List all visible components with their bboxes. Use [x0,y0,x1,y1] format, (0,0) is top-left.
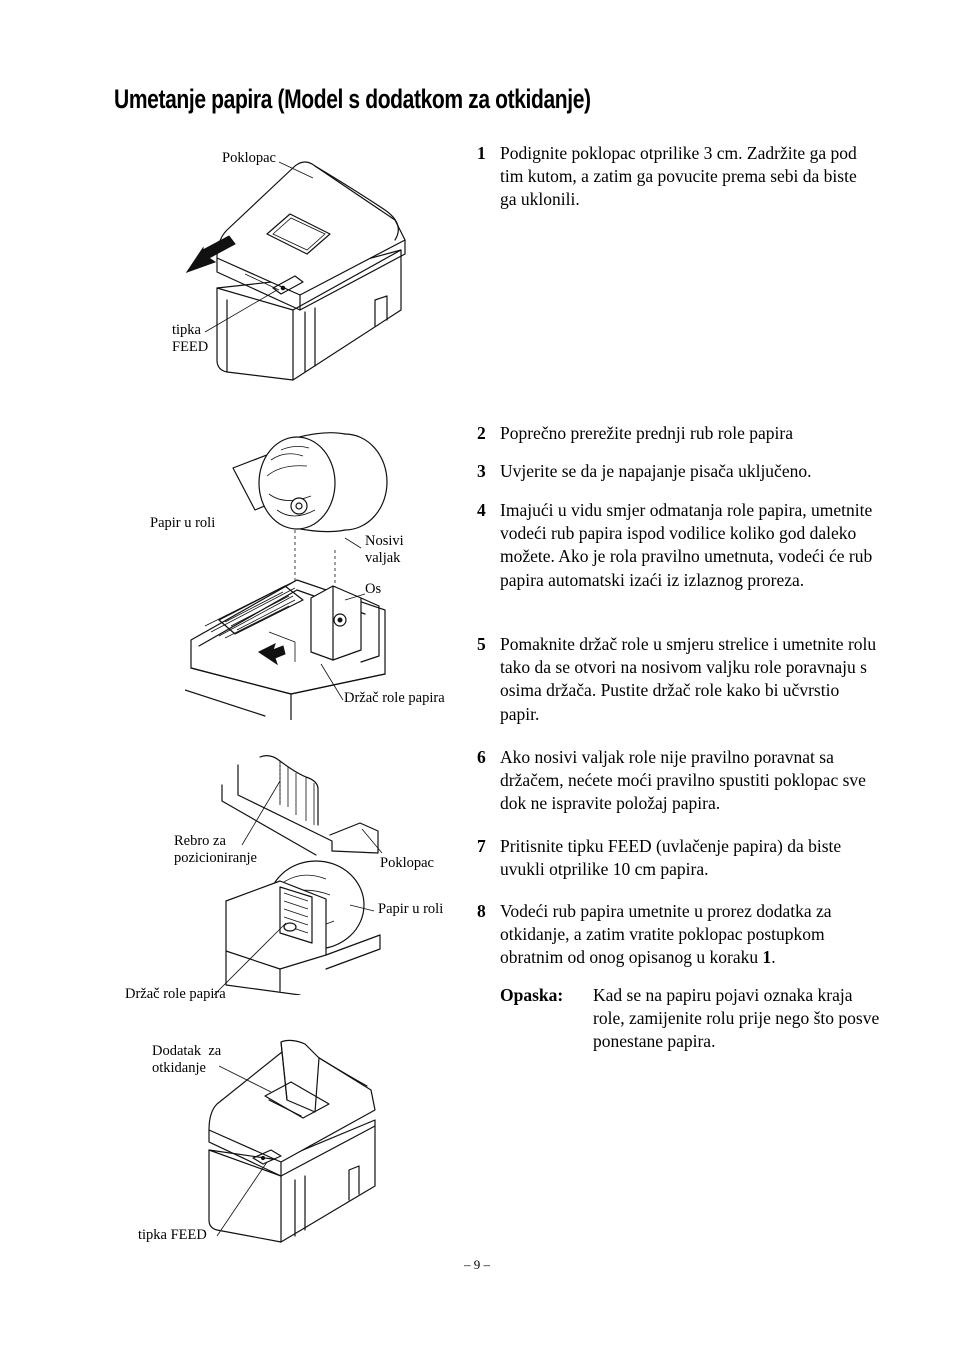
step-7 [477,835,877,881]
step-text [500,900,877,970]
step-text: Ako nosivi valjak role nije pravilno poravnat sa držačem, nećete moći pravilno spustiti poklopac sve dok ne ispravite položaj papira. [500,747,866,814]
note-label: Opaska: [500,985,564,1005]
figure3-paper-roll-label: Papir u roli [378,901,444,917]
figure-paper-roll-insertion [185,430,465,720]
step-text: Pomaknite držač role u smjeru strelice i umetnite rolu tako da se otvori na nosivom valjku role poravnaju s osima držača. Pustite držač role kako bi učvrstio papir. [500,634,877,724]
step-3 [477,460,877,483]
figure2-core-label [365,533,404,567]
figure2-core-label-line2: valjak [365,550,401,566]
figure-tear-bar [195,1030,395,1250]
roll-positioning-illustration [130,755,450,995]
note-text: Kad se na papiru pojavi oznaka kraja role, zamijenite rolu prije nego što posve ponestane papira. [593,985,880,1052]
figure3-rib-label-line2: pozicioniranje [174,850,257,866]
step-text: Podignite poklopac otprilike 3 cm. Zadržite ga pod tim kutom, a zatim ga povucite prema sebi da biste ga uklonili. [500,143,857,210]
figure3-holder-label: Držač role papira [125,986,226,1002]
figure3-rib-label [174,833,257,867]
step-number: 7 [477,836,486,856]
figure4-tear-label-line2: otkidanje [152,1060,206,1076]
step-2 [477,422,877,445]
paper-roll-holder-illustration [185,430,465,720]
page-title: Umetanje papira (Model s dodatkom za otkidanje) [114,84,591,114]
step-number: 4 [477,500,486,520]
step-number: 5 [477,634,486,654]
step-number: 2 [477,423,486,443]
figure1-cover-label: Poklopac [222,150,276,166]
step-8 [477,900,877,970]
figure4-tear-label [152,1043,221,1077]
step-8-text-before: Vodeći rub papira umetnite u prorez dodatka za otkidanje, a zatim vratite poklopac postupkom obratnim od onog opisanog u koraku [500,901,832,968]
step-1 [477,142,877,212]
figure2-axis-label: Os [365,581,382,597]
figure2-paper-roll-label: Papir u roli [150,515,216,531]
step-8-text-bold: 1 [762,947,772,968]
figure2-core-label-line1: Nosivi [365,533,404,549]
figure4-tear-label-line1: Dodatak za [152,1043,222,1059]
figure-roll-positioning [130,755,450,995]
printer-tear-bar-illustration [195,1030,395,1250]
page-number: – 9 – [464,1257,490,1272]
step-6 [477,746,877,816]
step-text: Pritisnite tipku FEED (uvlačenje papira) da biste uvukli otprilike 10 cm papira. [500,836,842,880]
step-number: 1 [477,143,486,163]
step-4 [477,499,877,592]
step-text: Poprečno prerežite prednji rub role papira [500,423,793,443]
step-number: 8 [477,901,486,921]
figure1-feed-label-line1: tipka [172,322,201,338]
figure3-cover-label: Poklopac [380,855,434,871]
figure2-holder-label: Držač role papira [344,690,445,706]
step-number: 6 [477,747,486,767]
step-text: Imajući u vidu smjer odmatanja role papira, umetnite vodeći rub papira ispod vodilice koliko god daleko možete. Ako je rola pravilno umetnuta, vodeći će rub papira automatski izaći iz izlaznog proreza. [500,500,873,590]
figure3-rib-label-line1: Rebro za [174,833,226,849]
figure1-feed-label-line2: FEED [172,339,209,355]
note [500,984,880,1054]
figure4-feed-label: tipka FEED [138,1227,207,1243]
step-number: 3 [477,461,486,481]
step-8-text-after: . [771,947,776,968]
figure1-feed-label [172,322,208,356]
step-text: Uvjerite se da je napajanje pisača uključeno. [500,461,812,481]
step-5 [477,633,877,726]
